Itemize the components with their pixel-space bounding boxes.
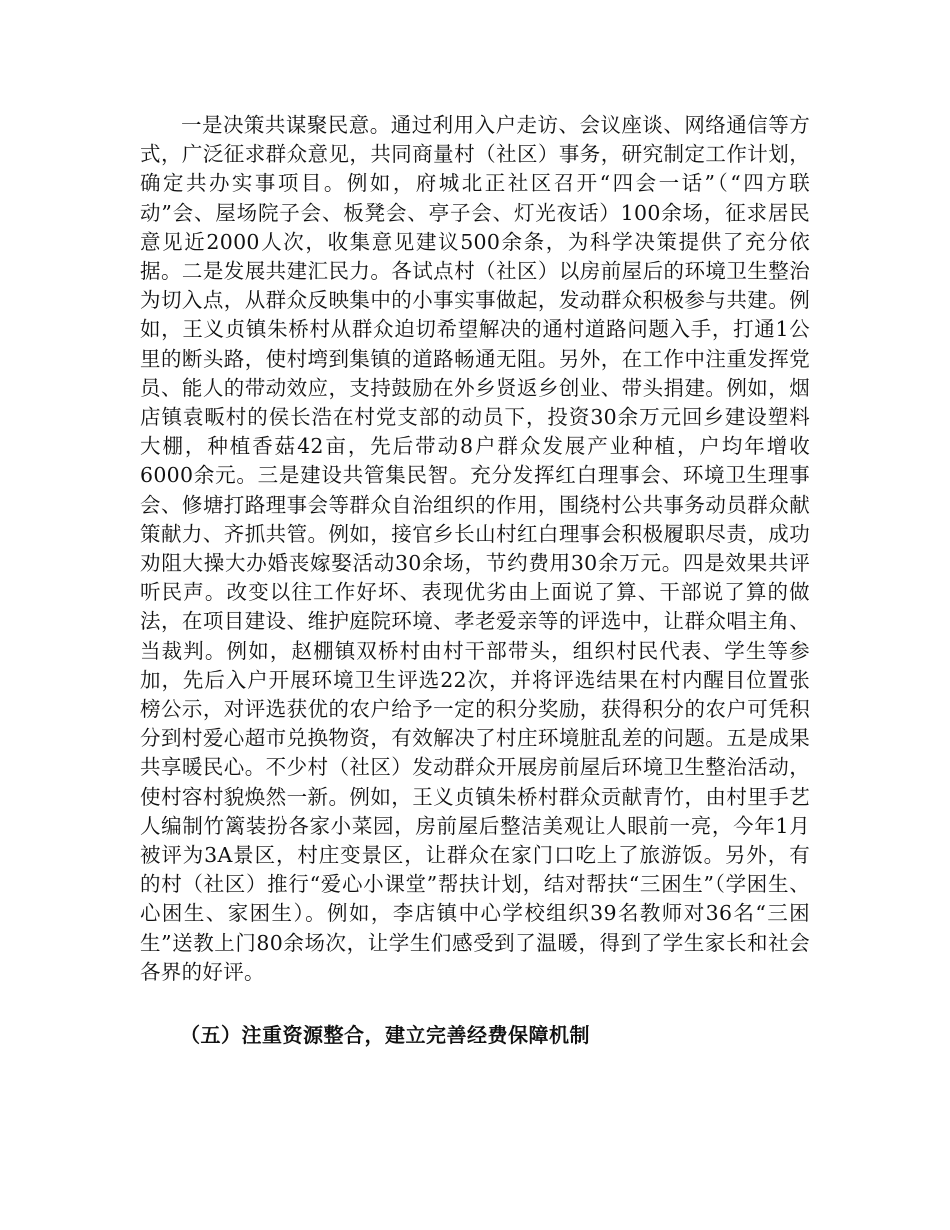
section-heading: （五）注重资源整合，建立完善经费保障机制 bbox=[180, 1023, 590, 1047]
body-paragraph: 一是决策共谋聚民意。通过利用入户走访、会议座谈、网络通信等方式，广泛征求群众意见，共同商量村（社区）事务，研究制定工作计划，确定共办实事项目。例如，府城北正社区召开“四会一话”（“四方联动”会、屋场院子会、板凳会、亭子会、灯光夜话）100余场，征求居民意见近2000人次，收集意见建议500余条，为科学决策提供了充分依据。二是发展共建汇民力。各试点村（社区）以房前屋后的环境卫生整治为切入点，从群众反映集中的小事实事做起，发动群众积极参与共建。例如，王义贞镇朱桥村从群众迫切希望解决的通村道路问题入手，打通1公里的断头路，使村塆到集镇的道路畅通无阻。另外，在工作中注重发挥党员、能人的带动效应，支持鼓励在外乡贤返乡创业、带头捐建。例如，烟店镇袁畈村的侯长浩在村党支部的动员下，投资30余万元回乡建设塑料大棚，种植香菇42亩，先后带动8户群众发展产业种植，户均年增收6000余元。三是建设共管集民智。充分发挥红白理事会、环境卫生理事会、修塘打路理事会等群众自治组织的作用，围绕村公共事务动员群众献策献力、齐抓共管。例如，接官乡长山村红白理事会积极履职尽责，成功劝阻大操大办婚丧嫁娶活动30余场，节约费用30余万元。四是效果共评听民声。改变以往工作好坏、表现优劣由上面说了算、干部说了算的做法，在项目建设、维护庭院环境、孝老爱亲等的评选中，让群众唱主角、当裁判。例如，赵棚镇双桥村由村干部带头，组织村民代表、学生等参加，先后入户开展环境卫生评选22次，并将评选结果在村内醒目位置张榜公示，对评选获优的农户给予一定的积分奖励，获得积分的农户可凭积分到村爱心超市兑换物资，有效解决了村庄环境脏乱差的问题。五是成果共享暖民心。不少村（社区）发动群众开展房前屋后环境卫生整治活动，使村容村貌焕然一新。例如，王义贞镇朱桥村群众贡献青竹，由村里手艺人编制竹篱装扮各家小菜园，房前屋后整洁美观让人眼前一亮，今年1月被评为3A景区，村庄变景区，让群众在家门口吃上了旅游饭。另外，有的村（社区）推行“爱心小课堂”帮扶计划，结对帮扶“三困生”（学困生、心困生、家困生）。例如，李店镇中心学校组织39名教师对36名“三困生”送教上门80余场次，让学生们感受到了温暖，得到了学生家长和社会各界的好评。 bbox=[140, 113, 810, 984]
